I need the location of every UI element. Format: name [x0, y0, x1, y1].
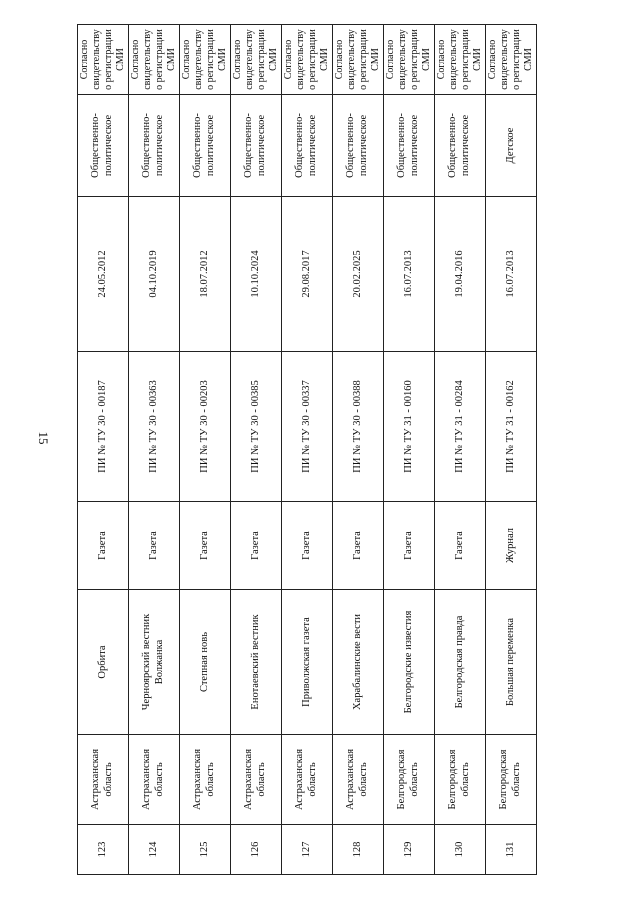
table-row [231, 25, 282, 875]
table-row [486, 25, 537, 875]
row-number: 126 [231, 825, 282, 875]
media-type-cell: Газета [78, 502, 129, 590]
media-title-cell: Большая переменка [486, 590, 537, 735]
registration-number-cell: ПИ № ТУ 30 - 00388 [333, 352, 384, 502]
media-title-cell: Орбита [78, 590, 129, 735]
note-cell: Согласно свидетельству о регистрации СМИ [333, 25, 384, 95]
media-type-cell: Газета [435, 502, 486, 590]
media-type-cell: Газета [333, 502, 384, 590]
note-cell: Согласно свидетельству о регистрации СМИ [384, 25, 435, 95]
row-number: 123 [78, 825, 129, 875]
registration-number-cell: ПИ № ТУ 31 - 00160 [384, 352, 435, 502]
note-cell: Согласно свидетельству о регистрации СМИ [435, 25, 486, 95]
topic-cell: Общественно-политическое [384, 95, 435, 197]
registration-date-cell: 20.02.2025 [333, 197, 384, 352]
table-row [78, 25, 129, 875]
note-cell: Согласно свидетельству о регистрации СМИ [180, 25, 231, 95]
topic-cell: Общественно-политическое [333, 95, 384, 197]
registration-number-cell: ПИ № ТУ 30 - 00385 [231, 352, 282, 502]
note-cell: Согласно свидетельству о регистрации СМИ [282, 25, 333, 95]
note-cell: Согласно свидетельству о регистрации СМИ [129, 25, 180, 95]
registration-date-cell: 16.07.2013 [486, 197, 537, 352]
region-cell: Белгородская область [384, 735, 435, 825]
registration-date-cell: 16.07.2013 [384, 197, 435, 352]
media-type-cell: Газета [231, 502, 282, 590]
registration-number-cell: ПИ № ТУ 30 - 00337 [282, 352, 333, 502]
note-cell: Согласно свидетельству о регистрации СМИ [78, 25, 129, 95]
topic-cell: Детское [486, 95, 537, 197]
region-cell: Астраханская область [282, 735, 333, 825]
media-type-cell: Газета [129, 502, 180, 590]
media-type-cell: Газета [180, 502, 231, 590]
region-cell: Астраханская область [231, 735, 282, 825]
row-number: 127 [282, 825, 333, 875]
note-cell: Согласно свидетельству о регистрации СМИ [231, 25, 282, 95]
table-row [384, 25, 435, 875]
topic-cell: Общественно-политическое [435, 95, 486, 197]
media-title-cell: Харабалинские вести [333, 590, 384, 735]
media-type-cell: Газета [384, 502, 435, 590]
topic-cell: Общественно-политическое [180, 95, 231, 197]
region-cell: Белгородская область [435, 735, 486, 825]
region-cell: Астраханская область [180, 735, 231, 825]
registration-date-cell: 19.04.2016 [435, 197, 486, 352]
row-number: 124 [129, 825, 180, 875]
media-title-cell: Приволжская газета [282, 590, 333, 735]
topic-cell: Общественно-политическое [231, 95, 282, 197]
media-title-cell: Белгородская правда [435, 590, 486, 735]
media-title-cell: Белгородские известия [384, 590, 435, 735]
topic-cell: Общественно-политическое [282, 95, 333, 197]
region-cell: Астраханская область [129, 735, 180, 825]
registration-date-cell: 04.10.2019 [129, 197, 180, 352]
note-cell: Согласно свидетельству о регистрации СМИ [486, 25, 537, 95]
table-row [129, 25, 180, 875]
registration-date-cell: 18.07.2012 [180, 197, 231, 352]
registration-number-cell: ПИ № ТУ 30 - 00363 [129, 352, 180, 502]
topic-cell: Общественно-политическое [129, 95, 180, 197]
registration-date-cell: 29.08.2017 [282, 197, 333, 352]
media-title-cell: Енотаевский вестник [231, 590, 282, 735]
table-row [180, 25, 231, 875]
table-row [435, 25, 486, 875]
registration-date-cell: 10.10.2024 [231, 197, 282, 352]
media-type-cell: Газета [282, 502, 333, 590]
row-number: 125 [180, 825, 231, 875]
region-cell: Белгородская область [486, 735, 537, 825]
media-title-cell: Черноярский вестник Волжанка [129, 590, 180, 735]
table-row [282, 25, 333, 875]
registration-number-cell: ПИ № ТУ 31 - 00162 [486, 352, 537, 502]
page-number: 15 [36, 431, 51, 445]
row-number: 131 [486, 825, 537, 875]
media-title-cell: Степная новь [180, 590, 231, 735]
media-type-cell: Журнал [486, 502, 537, 590]
topic-cell: Общественно-политическое [78, 95, 129, 197]
row-number: 130 [435, 825, 486, 875]
region-cell: Астраханская область [333, 735, 384, 825]
table-row [333, 25, 384, 875]
row-number: 128 [333, 825, 384, 875]
media-registry-table [77, 24, 537, 875]
region-cell: Астраханская область [78, 735, 129, 825]
registration-number-cell: ПИ № ТУ 30 - 00187 [78, 352, 129, 502]
registration-number-cell: ПИ № ТУ 31 - 00284 [435, 352, 486, 502]
registration-date-cell: 24.05.2012 [78, 197, 129, 352]
registry-table-container [77, 25, 532, 875]
registration-number-cell: ПИ № ТУ 30 - 00203 [180, 352, 231, 502]
row-number: 129 [384, 825, 435, 875]
